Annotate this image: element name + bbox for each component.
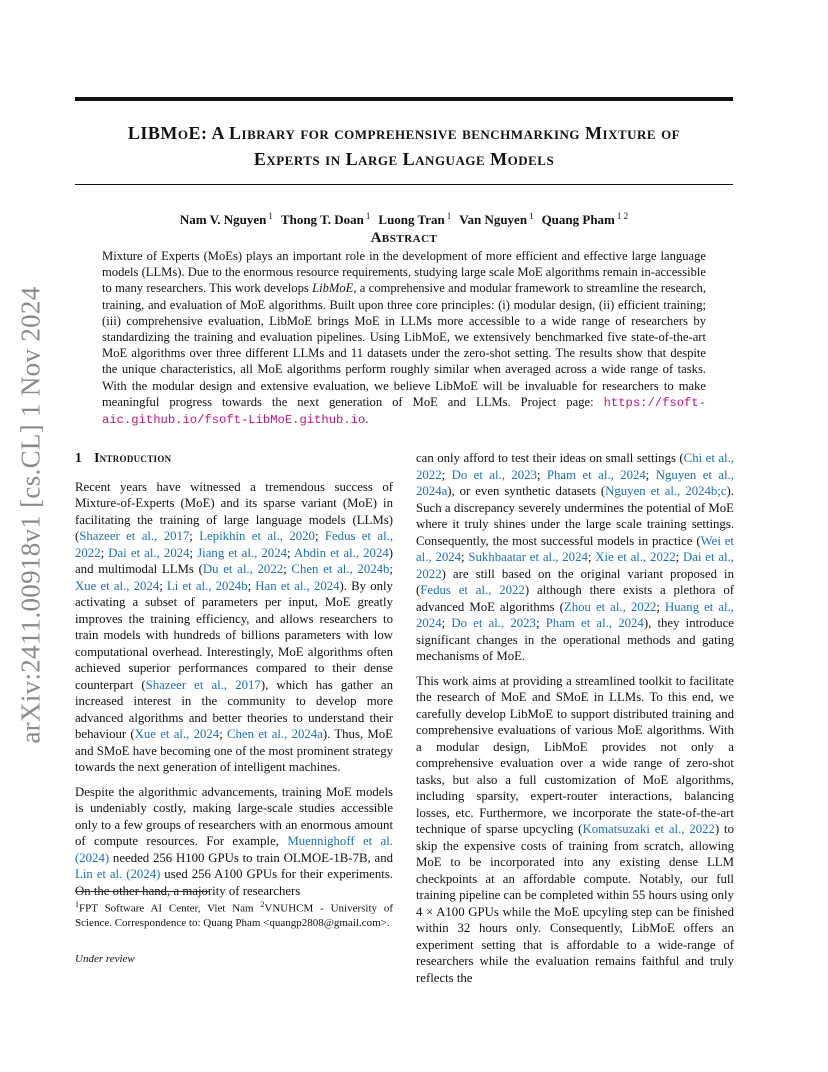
paragraph-text: ; — [441, 467, 452, 482]
abstract-text-1: Mixture of Experts (MoEs) plays an important role in the development of more efficient and effective large language models (LLMs). Due to the enormous resource requirements, studying large scale MoE algorithms remain in-accessible to many researchers. This work develops — [102, 249, 706, 296]
paragraph-text: ) and multimodal LLMs ( — [75, 545, 394, 576]
citation-link[interactable]: Lepikhin et al., 2020 — [199, 529, 315, 543]
author-name: Quang Pham $^{1 2}$ — [541, 211, 629, 228]
citation-link[interactable]: Abdin et al., 2024 — [293, 545, 389, 560]
paragraph-text: ), or even synthetic datasets ( — [447, 484, 606, 498]
author-affiliation-mark: 1 — [365, 211, 371, 221]
citation-link[interactable]: Shazeer et al., 2017 — [145, 677, 261, 692]
footnote — [75, 898, 393, 930]
citation-link[interactable]: Sukhbaatar et al., 2024 — [468, 550, 588, 564]
citation-link[interactable]: Wei et al., 2024 — [416, 533, 734, 564]
author-name: Van Nguyen $^1$ — [459, 211, 534, 228]
citation-link[interactable]: Komatsuzaki et al., 2022 — [582, 822, 715, 836]
citation-link[interactable]: Shazeer et al., 2017 — [79, 529, 190, 543]
citation-link[interactable]: Do et al., 2023 — [451, 616, 536, 630]
citation-link[interactable]: Chen et al., 2024b — [291, 562, 390, 576]
author-affiliation-mark: 1 — [268, 211, 273, 221]
paragraph-text: Recent years have witnessed a tremendous success of Mixture-of-Experts (MoE) and its sparse variant (MoE) in facilitating the training of large language models (LLMs) ( — [75, 479, 393, 543]
citation-link[interactable]: Jiang et al., 2024 — [197, 545, 287, 560]
paragraph-text: ; — [675, 550, 684, 564]
footnote-mark-1: 1 — [75, 900, 79, 909]
citation-link[interactable]: Xie et al., 2022 — [595, 550, 676, 564]
paragraph-text: ; — [283, 562, 292, 576]
citation-link[interactable]: Dai et al., 2024 — [108, 545, 190, 560]
citation-link[interactable]: Chen et al., 2024a — [226, 727, 323, 741]
citation-link[interactable]: Do et al., 2023 — [451, 467, 537, 482]
section-title: Introduction — [94, 450, 172, 465]
author-name: Thong T. Doan $^1$ — [280, 211, 371, 228]
abstract-end: . — [365, 412, 369, 427]
arxiv-sidebar — [10, 280, 52, 750]
paragraph-text: ) to skip the expensive costs of training from scratch, allowing MoE to be incorporated into any existing dense LLM checkpoints at an affordable compute. Notably, our full training pipeline can be completed within 55 hours using only 4 × A100 GPUs while the MoE upcyling step can be finished within 32 hours only. Consequently, LibMoE offers an experiment setting that is affordable to a wide-range of researchers while the evaluation remains faithful and truly reflects the — [416, 822, 735, 985]
paragraph-text: Despite the algorithmic advancements, training MoE models is undeniably costly, making large-scale studies accessible only to a few groups of researchers with an enormous amount of compute resources. For example, — [75, 784, 393, 848]
citation-link[interactable]: Lin et al. (2024) — [75, 867, 161, 881]
citation-link[interactable]: Xue et al., 2024 — [75, 578, 160, 593]
paragraph-text: ; — [536, 467, 547, 482]
citation-link[interactable]: Chi et al., 2022 — [416, 451, 734, 482]
title-line-1: LIBMoE: A Library for comprehensive benchmarking Mixture of — [127, 123, 681, 143]
title-rule-top — [75, 97, 733, 101]
citation-link[interactable]: Zhou et al., 2022 — [563, 599, 657, 614]
author-list — [75, 211, 733, 228]
intro-paragraph-2 — [75, 784, 393, 900]
citation-link[interactable]: Pham et al., 2024 — [546, 467, 646, 482]
paragraph-text: ; — [314, 529, 325, 543]
project-page-link[interactable]: https://fsoft-aic.github.io/fsoft-LibMoE.github.io — [102, 395, 706, 428]
abstract-heading: Abstract — [370, 230, 438, 246]
footnote-affiliation-1: FPT Software AI Center, Viet Nam — [79, 902, 261, 915]
paragraph-text: can only afford to test their ideas on small settings ( — [416, 451, 684, 465]
footnote-affiliation-2: VNUHCM - University of Science. Correspondence to: Quang Pham <quangp2808@gmail.com>. — [75, 902, 393, 929]
author-affiliation-mark: 1 — [529, 211, 534, 221]
citation-link[interactable]: Nguyen et al., 2024a — [416, 467, 734, 498]
paragraph-text: used 256 A100 GPUs for their experiments. On the other hand, a majority of researchers — [75, 867, 393, 898]
citation-link[interactable]: Muennighoff et al. (2024) — [75, 834, 393, 865]
author-name: Luong Tran $^1$ — [378, 211, 452, 228]
paragraph-text: ; — [100, 545, 109, 560]
citation-link[interactable]: Du et al., 2022 — [202, 562, 284, 576]
paragraph-text: ; — [189, 529, 200, 543]
intro-paragraph-1 — [75, 479, 393, 776]
paragraph-text: ; — [656, 599, 665, 614]
paragraph-text: ; — [645, 467, 656, 482]
paragraph-text: ; — [287, 545, 294, 560]
paragraph-text: ; — [159, 578, 167, 593]
paragraph-text: ). Such a discrepancy severely undermines the potential of MoE where it truly shines under the large scale training settings. Consequently, the most successful models in practice ( — [416, 484, 734, 548]
paragraph-text: ) although there exists a plethora of advanced MoE algorithms ( — [416, 583, 734, 614]
title-line-2: Experts in Large Language Models — [253, 149, 555, 169]
paragraph-text: ; — [219, 727, 227, 741]
right-column — [416, 450, 734, 994]
arxiv-id: arXiv:2411.00918v1 [cs.CL] 1 Nov 2024 — [15, 286, 46, 744]
abstract-body — [102, 248, 706, 428]
footnote-rule — [75, 891, 210, 892]
author-name: Nam V. Nguyen $^1$ — [179, 211, 273, 228]
section-number: 1 — [75, 450, 83, 465]
author-affiliation-mark: 1 — [446, 211, 452, 221]
citation-link[interactable]: Han et al., 2024 — [255, 578, 340, 593]
intro-paragraph-4 — [416, 673, 734, 987]
citation-link[interactable]: Fedus et al., 2022 — [420, 583, 525, 597]
citation-link[interactable]: Huang et al., 2024 — [416, 599, 734, 630]
abstract-emphasis: LibMoE — [312, 281, 354, 296]
title-rule-bottom — [75, 184, 733, 185]
paragraph-text: ; — [535, 616, 546, 630]
paragraph-text: ). By only activating a subset of parameters per input, MoE greatly improves the training efficiency, and allows researchers to train models with hundreds of billions parameters with low computational overhead. Interestingly, MoE algorithms often achieved superior performances compared to their dense counterpart ( — [75, 578, 393, 692]
citation-link[interactable]: Dai et al., 2022 — [416, 550, 734, 581]
author-affiliation-mark: 1 2 — [616, 211, 629, 221]
citation-link[interactable]: Fedus et al., 2022 — [75, 529, 394, 560]
footnote-mark-2: 2 — [260, 900, 265, 909]
paragraph-text: needed 256 H100 GPUs to train OLMOE-1B-7B, and — [109, 850, 393, 865]
paragraph-text: ; — [389, 562, 393, 576]
intro-paragraph-3 — [416, 450, 734, 665]
paragraph-text: ) are still based on the original variant proposed in ( — [416, 566, 734, 597]
paragraph-text: This work aims at providing a streamlined toolkit to facilitate the research of MoE and SMoE in LLMs. To this end, we carefully develop LibMoE to support distributed training and comprehensive evaluations of various MoE algorithms. With a modular design, LibMoE provides not only a comprehensive evaluation over a wide range of zero-shot tasks, but also a full customization of MoE algorithms, including sparsity, expert-router interactions, balancing losses, etc. Furthermore, we incorporate the state-of-the-art technique of sparse upcycling ( — [416, 673, 734, 836]
abstract-text-2: , a comprehensive and modular framework to streamline the research, training, and evaluation of MoE algorithms. Built upon three core principles: (i) modular design, (ii) efficient training; (iii) comprehensive evaluation, LibMoE brings MoE in LLMs more accessible to a wide range of researchers by standardizing the training and evaluation pipelines. Using LibMoE, we extensively benchmarked five state-of-the-art MoE algorithms over three different LLMs and 11 datasets under the zero-shot setting. The results show that despite the unique characteristics, all MoE algorithms perform roughly similar when averaged across a wide range of tasks. With the modular design and extensive evaluation, we believe LibMoE will be invaluable for researchers to make meaningful progress towards the next generation of MoE and LLMs. Project page: — [102, 281, 706, 409]
under-review-label: Under review — [75, 953, 135, 965]
left-column — [75, 450, 393, 907]
paper-title — [75, 120, 733, 172]
paragraph-text: ; — [247, 578, 256, 593]
citation-link[interactable]: Li et al., 2024b — [166, 578, 248, 593]
paragraph-text: ; — [441, 616, 452, 630]
paragraph-text: ; — [189, 545, 198, 560]
paragraph-text: ), which has gather an increased interest in the community to develop more advanced algorithms and better theories to understand their behaviour ( — [75, 677, 393, 741]
section-heading — [75, 450, 393, 467]
citation-link[interactable]: Xue et al., 2024 — [134, 727, 220, 741]
paragraph-text: ). Thus, MoE and SMoE have becoming one of the most prominent strategy towards the next generation of intelligent machines. — [75, 727, 393, 774]
paragraph-text: ; — [587, 550, 596, 564]
citation-link[interactable]: Pham et al., 2024 — [545, 616, 644, 630]
paragraph-text: ; — [461, 550, 469, 564]
paragraph-text: ), they introduce significant changes in the operational methods and gating mechanisms of MoE. — [416, 616, 734, 663]
citation-link[interactable]: Nguyen et al., 2024b;c — [605, 484, 727, 498]
